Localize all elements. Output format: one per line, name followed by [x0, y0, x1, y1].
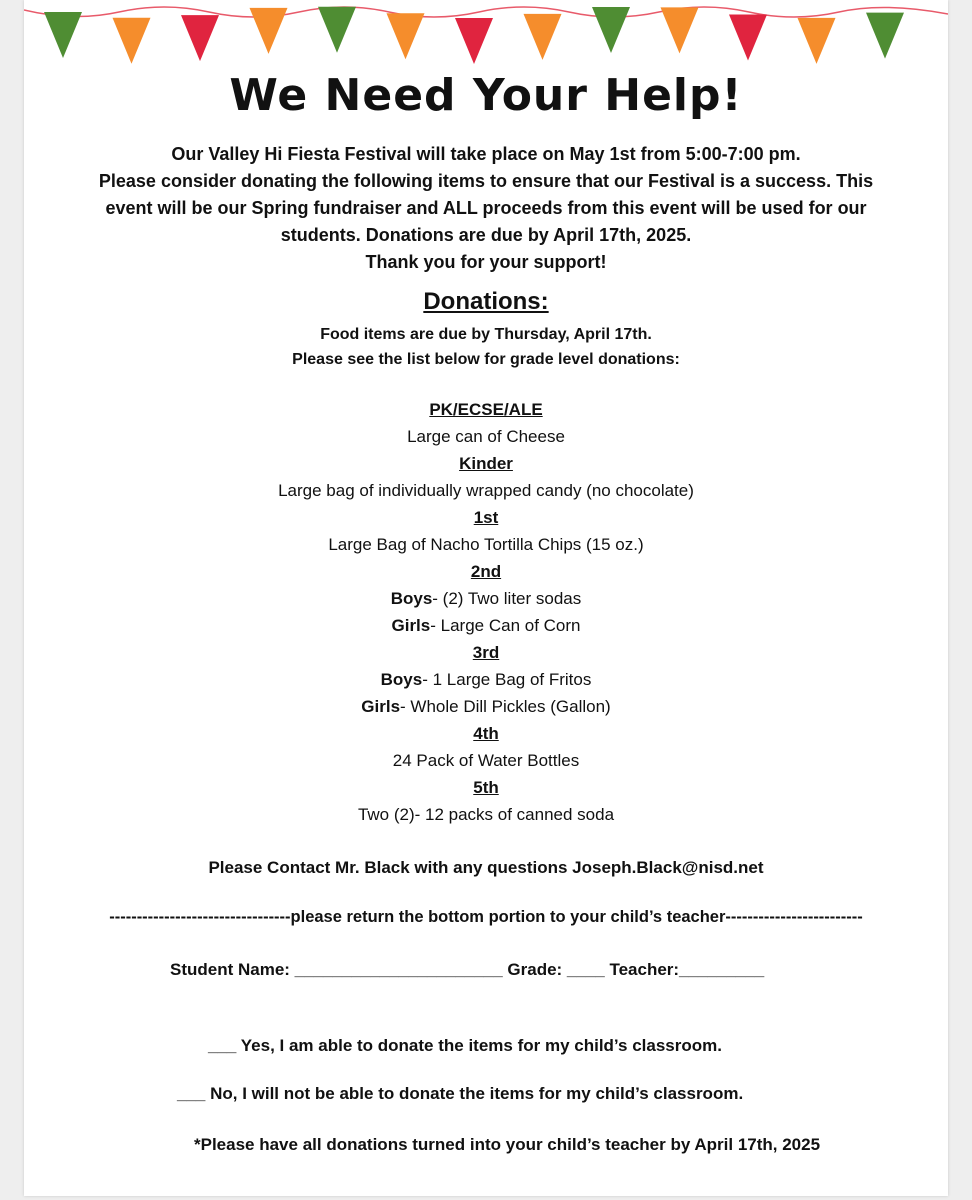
- bunting-flag: [524, 14, 562, 60]
- bunting-flag: [113, 18, 151, 64]
- bunting-decoration: [24, 0, 948, 75]
- donations-due-text: Food items are due by Thursday, April 17th.: [320, 326, 652, 343]
- contact-line: Please Contact Mr. Black with any questions Joseph.Black@nisd.net: [208, 858, 764, 877]
- yes-option-line: ___ Yes, I am able to donate the items for my child’s classroom.: [208, 1036, 722, 1055]
- bunting-flag: [181, 15, 219, 61]
- grade-item: Large bag of individually wrapped candy (no chocolate): [278, 481, 694, 500]
- grade-item-girls: [24, 612, 948, 639]
- grade-item-boys: [24, 585, 948, 612]
- grade-heading: 2nd: [470, 562, 502, 581]
- girls-label: Girls: [391, 616, 431, 635]
- intro-line: Please consider donating the following items to ensure that our Festival is a success. This: [98, 171, 874, 191]
- return-note: *Please have all donations turned into your child’s teacher by April 17th, 2025: [194, 1135, 821, 1154]
- grade-heading: 3rd: [472, 643, 500, 662]
- boys-label: Boys: [380, 670, 423, 689]
- intro-line: event will be our Spring fundraiser and ALL proceeds from this event will be used for our: [105, 198, 867, 218]
- bunting-flag: [318, 7, 356, 53]
- donations-heading: Donations:: [423, 288, 549, 315]
- bunting-flag: [455, 18, 493, 64]
- intro-paragraph: [24, 141, 948, 276]
- grade-donation-list: [24, 396, 948, 828]
- bunting-flag: [866, 13, 904, 59]
- bunting-flag: [592, 7, 630, 53]
- boys-label: Boys: [390, 589, 433, 608]
- no-option-line: ___ No, I will not be able to donate the items for my child’s classroom.: [177, 1084, 744, 1103]
- girls-item: - Large Can of Corn: [430, 616, 581, 635]
- grade-item-girls: [24, 693, 948, 720]
- grade-item-boys: [24, 666, 948, 693]
- intro-line: Our Valley Hi Fiesta Festival will take place on May 1st from 5:00-7:00 pm.: [171, 144, 801, 164]
- grade-item: Two (2)- 12 packs of canned soda: [357, 805, 615, 824]
- donations-subtext: [24, 322, 948, 372]
- grade-item: Large can of Cheese: [407, 427, 565, 446]
- cut-line: ---------------------------------please return the bottom portion to your child’s teacher-------------------------: [109, 908, 863, 926]
- boys-item: - (2) Two liter sodas: [432, 589, 582, 608]
- bunting-flag: [798, 18, 836, 64]
- grade-heading: 1st: [473, 508, 499, 527]
- grade-heading: PK/ECSE/ALE: [429, 400, 543, 419]
- flyer-page: [24, 0, 948, 1196]
- bunting-flag: [44, 12, 82, 58]
- student-info-line: Student Name: ______________________ Grade: ____ Teacher:_________: [170, 960, 765, 979]
- bunting-flag: [661, 7, 699, 53]
- intro-line: Thank you for your support!: [365, 252, 607, 272]
- grade-item: 24 Pack of Water Bottles: [392, 751, 580, 770]
- girls-item: - Whole Dill Pickles (Gallon): [400, 697, 611, 716]
- bunting-string: [24, 7, 948, 17]
- grade-heading: Kinder: [459, 454, 513, 473]
- grade-heading: 5th: [473, 778, 499, 797]
- boys-item: - 1 Large Bag of Fritos: [422, 670, 592, 689]
- grade-heading: 4th: [473, 724, 499, 743]
- page-title: We Need Your Help!: [229, 70, 743, 121]
- bunting-flag: [387, 13, 425, 59]
- intro-line: students. Donations are due by April 17th, 2025.: [280, 225, 692, 245]
- bunting-flag: [729, 15, 767, 61]
- grade-item: Large Bag of Nacho Tortilla Chips (15 oz.): [328, 535, 644, 554]
- donations-list-intro: Please see the list below for grade level donations:: [292, 351, 680, 368]
- bunting-flag: [250, 8, 288, 54]
- girls-label: Girls: [361, 697, 401, 716]
